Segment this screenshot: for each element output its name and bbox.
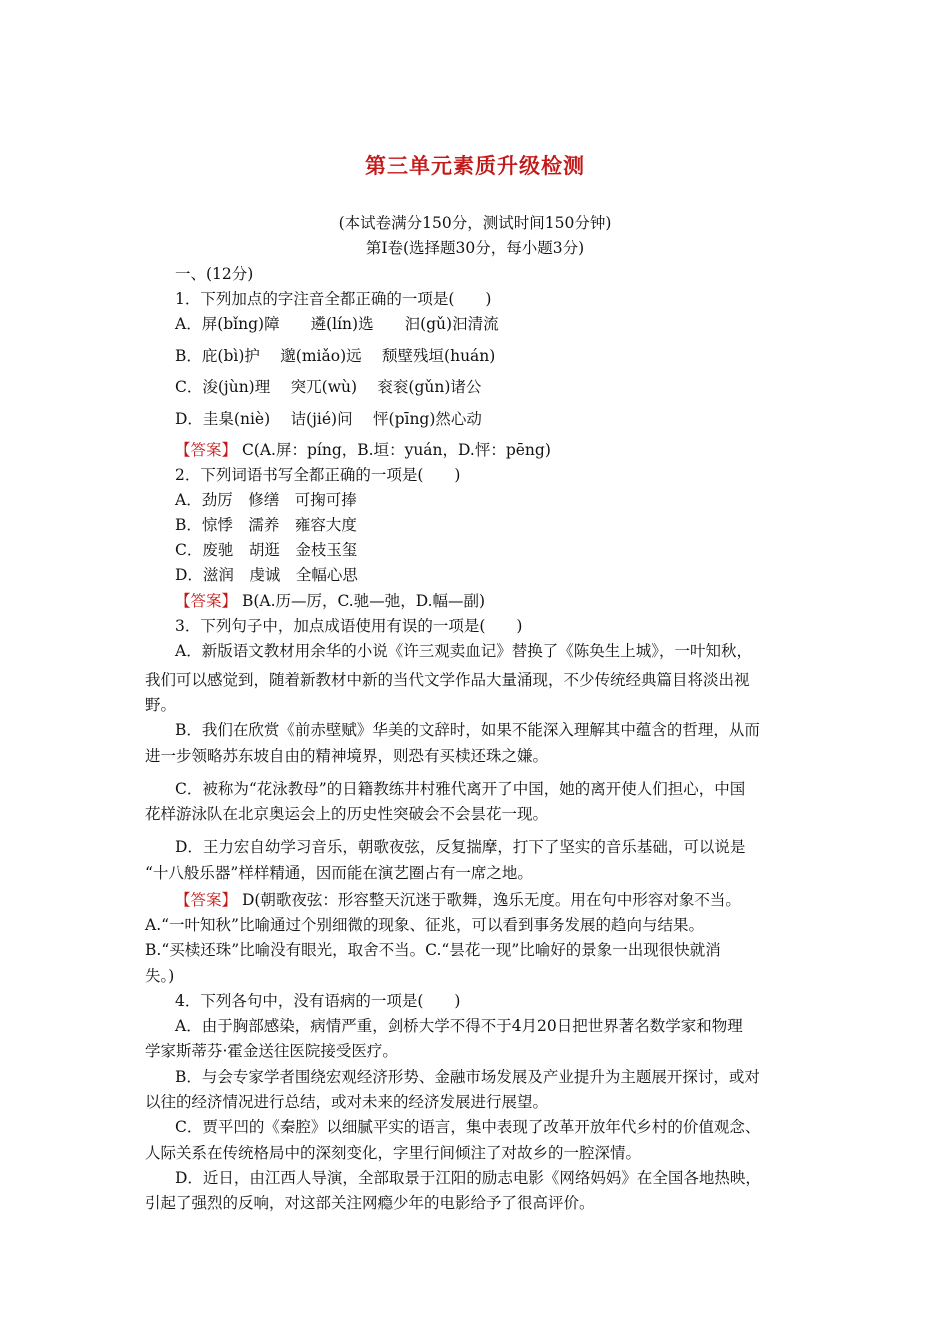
part-heading: 第Ⅰ卷(选择题30分，每小题3分) <box>365 239 585 257</box>
q4-option-c-line2: 人际关系在传统格局中的深刻变化，字里行间倾注了对故乡的一腔深情。 <box>145 1144 642 1162</box>
q1-answer <box>175 440 551 460</box>
answer-label: 【答案】 <box>175 441 238 459</box>
q3-option-a-line1: A．新版语文教材用余华的小说《许三观卖血记》替换了《陈奂生上城》，一叶知秋， <box>175 642 752 660</box>
q1-option-b: B．庇(bì)护 邈(miǎo)远 颓壁残垣(huán) <box>175 347 496 365</box>
q4-option-d-line1: D．近日，由江西人导演，全部取景于江阳的励志电影《网络妈妈》在全国各地热映， <box>175 1169 761 1187</box>
q3-option-a-line2: 我们可以感觉到，随着新教材中新的当代文学作品大量涌现，不少传统经典篇目将淡出视 <box>145 671 750 689</box>
q1-option-a: A．屏(bǐng)障 遴(lín)选 汩(gǔ)汩清流 <box>175 315 499 333</box>
q2-option-b: B．惊悸 濡养 雍容大度 <box>175 516 357 534</box>
q1-option-c: C．浚(jùn)理 突兀(wù) 衮衮(gǔn)诸公 <box>175 378 482 396</box>
q3-answer-line2: A.“一叶知秋”比喻通过个别细微的现象、征兆，可以看到事务发展的趋向与结果。 <box>145 916 704 934</box>
answer-text: D(朝歌夜弦：形容整天沉迷于歌舞，逸乐无度。用在句中形容对象不当。 <box>237 891 741 909</box>
q3-option-b-line1: B．我们在欣赏《前赤壁赋》华美的文辞时，如果不能深入理解其中蕴含的哲理，从而 <box>175 721 760 739</box>
q3-option-d-line2: “十八般乐器”样样精通，因而能在演艺圈占有一席之地。 <box>145 864 533 882</box>
q3-option-a-line3: 野。 <box>145 696 177 714</box>
answer-text: C(A.屏：píng，B.垣：yuán，D.怦：pēng) <box>237 441 551 459</box>
q4-option-a-line2: 学家斯蒂芬·霍金送往医院接受医疗。 <box>145 1042 398 1060</box>
answer-label: 【答案】 <box>175 592 238 610</box>
q1-option-d: D．圭臬(niè) 诘(jié)问 怦(pīng)然心动 <box>175 410 482 428</box>
q3-stem: 3．下列句子中，加点成语使用有误的一项是( ) <box>175 617 523 635</box>
q4-stem: 4．下列各句中，没有语病的一项是( ) <box>175 992 461 1010</box>
q4-option-b-line2: 以往的经济情况进行总结，或对未来的经济发展进行展望。 <box>145 1093 549 1111</box>
exam-info: (本试卷满分150分，测试时间150分钟) <box>338 214 612 232</box>
q2-option-c: C．废驰 胡逛 金枝玉玺 <box>175 541 358 559</box>
q3-answer-line3: B.“买椟还珠”比喻没有眼光，取舍不当。C.“昙花一现”比喻好的景象一出现很快就消 <box>145 941 721 959</box>
q3-answer-line1 <box>175 890 741 910</box>
q3-option-d-line1: D．王力宏自幼学习音乐，朝歌夜弦，反复揣摩，打下了坚实的音乐基础，可以说是 <box>175 838 746 856</box>
q2-stem: 2．下列词语书写全都正确的一项是( ) <box>175 466 461 484</box>
q1-stem: 1．下列加点的字注音全都正确的一项是( ) <box>175 290 492 308</box>
q3-option-c-line2: 花样游泳队在北京奥运会上的历史性突破会不会昙花一现。 <box>145 805 549 823</box>
q3-answer-line4: 失。) <box>145 967 175 985</box>
q3-option-b-line2: 进一步领略苏东坡自由的精神境界，则恐有买椟还珠之嫌。 <box>145 747 549 765</box>
q4-option-d-line2: 引起了强烈的反响，对这部关注网瘾少年的电影给予了很高评价。 <box>145 1194 595 1212</box>
q2-option-d: D．滋润 虔诚 全幅心思 <box>175 566 358 584</box>
q4-option-b-line1: B．与会专家学者围绕宏观经济形势、金融市场发展及产业提升为主题展开探讨，或对 <box>175 1068 760 1086</box>
q2-option-a: A．劲厉 修缮 可掬可捧 <box>175 491 357 509</box>
q4-option-c-line1: C．贾平凹的《秦腔》以细腻平实的语言，集中表现了改革开放年代乡村的价值观念、 <box>175 1118 761 1136</box>
q4-option-a-line1: A．由于胸部感染，病情严重，剑桥大学不得不于4月20日把世界著名数学家和物理 <box>175 1017 743 1035</box>
q3-option-c-line1: C．被称为“花泳教母”的日籍教练井村雅代离开了中国，她的离开使人们担心，中国 <box>175 780 746 798</box>
answer-text: B(A.历—厉，C.驰—弛，D.幅—副) <box>237 592 486 610</box>
answer-label: 【答案】 <box>175 891 238 909</box>
section-heading: 一、(12分) <box>175 265 254 283</box>
page-title: 第三单元素质升级检测 <box>365 154 585 178</box>
q2-answer <box>175 591 485 611</box>
